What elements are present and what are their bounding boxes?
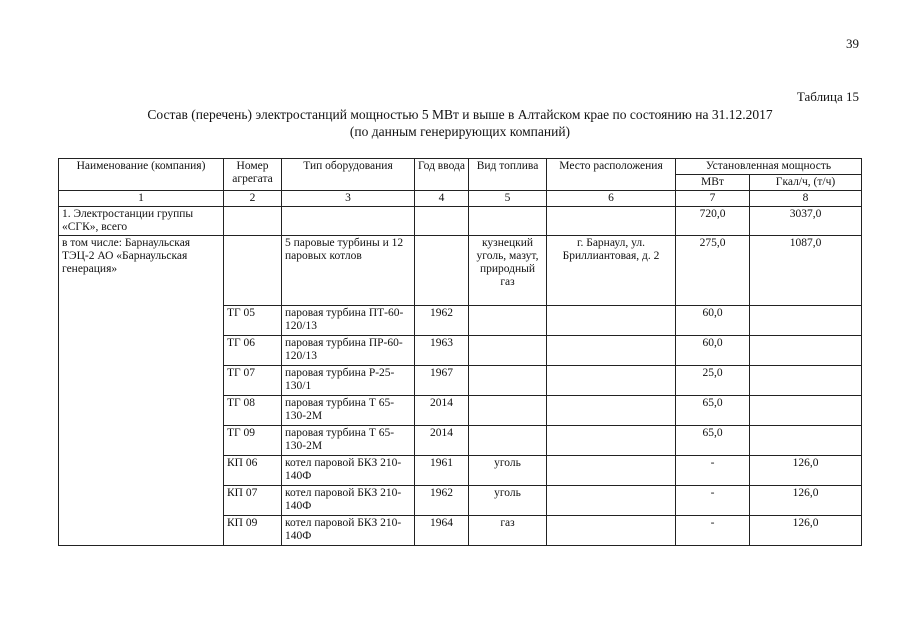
unit-fuel [469, 366, 547, 396]
unit-location [547, 456, 676, 486]
header-capacity: Установленная мощность [676, 159, 862, 175]
unit-unit: КП 09 [224, 516, 282, 546]
unit-year: 1961 [415, 456, 469, 486]
unit-fuel: уголь [469, 486, 547, 516]
unit-equipment: котел паровой БКЗ 210-140Ф [282, 456, 415, 486]
unit-year: 1967 [415, 366, 469, 396]
page-number: 39 [846, 36, 859, 51]
unit-unit: ТГ 05 [224, 306, 282, 336]
unit-year: 1962 [415, 486, 469, 516]
unit-equipment: паровая турбина ПТ-60-120/13 [282, 306, 415, 336]
unit-fuel: уголь [469, 456, 547, 486]
col-num: 4 [415, 191, 469, 207]
unit-fuel: газ [469, 516, 547, 546]
group-gcal: 3037,0 [750, 207, 862, 236]
unit-gcal [750, 396, 862, 426]
group-mw: 720,0 [676, 207, 750, 236]
header-name: Наименование (компания) [59, 159, 224, 191]
unit-gcal: 126,0 [750, 456, 862, 486]
title-line-1: Состав (перечень) электростанций мощностью 5 МВт и выше в Алтайском крае по состоянию на 31.12.2017 [147, 107, 773, 122]
header-unit: Номер агрегата [224, 159, 282, 191]
col-num: 5 [469, 191, 547, 207]
header-year: Год ввода [415, 159, 469, 191]
unit-fuel [469, 336, 547, 366]
unit-location [547, 366, 676, 396]
unit-unit: ТГ 06 [224, 336, 282, 366]
unit-equipment: паровая турбина Р-25-130/1 [282, 366, 415, 396]
header-row-1 [59, 159, 862, 175]
unit-mw: 60,0 [676, 306, 750, 336]
plant-gcal: 1087,0 [750, 236, 862, 306]
unit-mw: - [676, 456, 750, 486]
column-index-row [59, 191, 862, 207]
unit-fuel [469, 396, 547, 426]
unit-unit: ТГ 08 [224, 396, 282, 426]
unit-location [547, 306, 676, 336]
unit-unit: ТГ 09 [224, 426, 282, 456]
col-num: 1 [59, 191, 224, 207]
unit-equipment: котел паровой БКЗ 210-140Ф [282, 486, 415, 516]
unit-gcal: 126,0 [750, 516, 862, 546]
unit-mw: 60,0 [676, 336, 750, 366]
header-equipment: Тип оборудования [282, 159, 415, 191]
plant-equipment: 5 паровые турбины и 12 паровых котлов [282, 236, 415, 306]
col-num: 8 [750, 191, 862, 207]
unit-year: 1964 [415, 516, 469, 546]
plant-mw: 275,0 [676, 236, 750, 306]
unit-location [547, 336, 676, 366]
unit-unit: КП 06 [224, 456, 282, 486]
unit-mw: - [676, 486, 750, 516]
header-gcal: Гкал/ч, (т/ч) [750, 175, 862, 191]
table-label: Таблица 15 [796, 89, 859, 104]
unit-equipment: паровая турбина ПР-60-120/13 [282, 336, 415, 366]
unit-mw: - [676, 516, 750, 546]
plant-fuel: кузнецкий уголь, мазут, природный газ [469, 236, 547, 306]
unit-equipment: паровая турбина Т 65-130-2М [282, 426, 415, 456]
power-plants-table [58, 158, 862, 546]
unit-gcal [750, 336, 862, 366]
unit-equipment: паровая турбина Т 65-130-2М [282, 396, 415, 426]
unit-location [547, 426, 676, 456]
unit-location [547, 486, 676, 516]
header-location: Место расположения [547, 159, 676, 191]
unit-location [547, 516, 676, 546]
plant-row [59, 236, 862, 306]
unit-location [547, 396, 676, 426]
unit-year: 2014 [415, 396, 469, 426]
unit-gcal [750, 426, 862, 456]
unit-unit: ТГ 07 [224, 366, 282, 396]
unit-fuel [469, 306, 547, 336]
plant-name: в том числе: Барнаульская ТЭЦ-2 АО «Барнаульская генерация» [59, 236, 224, 546]
unit-mw: 65,0 [676, 426, 750, 456]
col-num: 7 [676, 191, 750, 207]
unit-gcal: 126,0 [750, 486, 862, 516]
unit-gcal [750, 366, 862, 396]
table-title [60, 106, 860, 140]
unit-mw: 25,0 [676, 366, 750, 396]
unit-equipment: котел паровой БКЗ 210-140Ф [282, 516, 415, 546]
unit-unit: КП 07 [224, 486, 282, 516]
col-num: 2 [224, 191, 282, 207]
col-num: 3 [282, 191, 415, 207]
unit-year: 1962 [415, 306, 469, 336]
unit-year: 1963 [415, 336, 469, 366]
col-num: 6 [547, 191, 676, 207]
plant-location: г. Барнаул, ул. Бриллиантовая, д. 2 [547, 236, 676, 306]
group-name: 1. Электростанции группы «СГК», всего [59, 207, 224, 236]
unit-gcal [750, 306, 862, 336]
title-line-2: (по данным генерирующих компаний) [349, 124, 571, 139]
header-fuel: Вид топлива [469, 159, 547, 191]
unit-year: 2014 [415, 426, 469, 456]
unit-fuel [469, 426, 547, 456]
header-mw: МВт [676, 175, 750, 191]
unit-mw: 65,0 [676, 396, 750, 426]
group-total-row [59, 207, 862, 236]
